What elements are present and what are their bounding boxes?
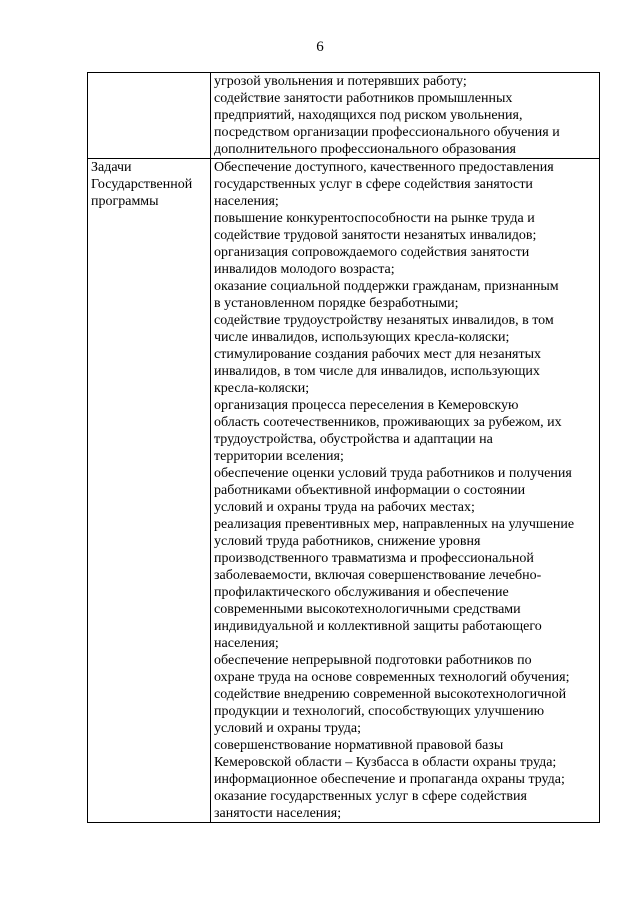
content-line: угрозой увольнения и потерявших работу;: [214, 74, 467, 89]
content-line: работниками объективной информации о состоянии: [214, 483, 526, 498]
content-line: заболеваемости, включая совершенствование лечебно-: [214, 568, 542, 583]
content-line: оказание социальной поддержки гражданам, признанным: [214, 279, 559, 294]
row-label-cell: [88, 73, 211, 159]
content-line: обеспечение оценки условий труда работников и получения: [214, 466, 572, 481]
content-line: повышение конкурентоспособности на рынке труда и: [214, 211, 535, 226]
label-line: Задачи: [91, 160, 132, 175]
content-line: государственных услуг в сфере содействия занятости: [214, 177, 533, 192]
label-line: Государственной: [91, 177, 193, 192]
content-line: содействие трудоустройству незанятых инвалидов, в том: [214, 313, 554, 328]
content-line: стимулирование создания рабочих мест для незанятых: [214, 347, 542, 362]
table-row: [88, 159, 600, 823]
content-line: трудоустройства, обустройства и адаптации на: [214, 432, 493, 447]
page-number: 6: [316, 39, 324, 55]
row-label-cell: [88, 159, 211, 823]
content-line: содействие трудовой занятости незанятых инвалидов;: [214, 228, 537, 243]
content-line: информационное обеспечение и пропаганда охраны труда;: [214, 772, 565, 787]
content-line: в установленном порядке безработными;: [214, 296, 459, 311]
content-line: охране труда на основе современных технологий обучения;: [214, 670, 570, 685]
content-line: населения;: [214, 636, 279, 651]
content-line: дополнительного профессионального образования: [214, 142, 516, 157]
content-line: обеспечение непрерывной подготовки работников по: [214, 653, 532, 668]
content-line: организация сопровождаемого содействия занятости: [214, 245, 530, 260]
content-line: производственного травматизма и профессиональной: [214, 551, 534, 566]
table-row: [88, 73, 600, 159]
content-line: условий и охраны труда на рабочих местах;: [214, 500, 475, 515]
content-line: современными высокотехнологичными средствами: [214, 602, 521, 617]
content-line: числе инвалидов, использующих кресла-коляски;: [214, 330, 510, 345]
content-line: реализация превентивных мер, направленных на улучшение: [214, 517, 575, 532]
content-line: Кемеровской области – Кузбасса в области охраны труда;: [214, 755, 557, 770]
row-content-cell: [211, 159, 600, 823]
content-line: инвалидов, в том числе для инвалидов, использующих: [214, 364, 540, 379]
content-line: предприятий, находящихся под риском увольнения,: [214, 108, 523, 123]
content-line: Обеспечение доступного, качественного предоставления: [214, 160, 554, 175]
content-line: условий и охраны труда;: [214, 721, 361, 736]
content-line: продукции и технологий, способствующих улучшению: [214, 704, 545, 719]
row-content-cell: [211, 73, 600, 159]
content-line: область соотечественников, проживающих за рубежом, их: [214, 415, 562, 430]
content-line: содействие внедрению современной высокотехнологичной: [214, 687, 567, 702]
content-line: условий труда работников, снижение уровня: [214, 534, 481, 549]
content-line: занятости населения;: [214, 806, 342, 821]
content-line: территории вселения;: [214, 449, 344, 464]
content-line: совершенствование нормативной правовой базы: [214, 738, 504, 753]
content-line: содействие занятости работников промышленных: [214, 91, 513, 106]
content-line: организация процесса переселения в Кемеровскую: [214, 398, 519, 413]
content-line: населения;: [214, 194, 279, 209]
content-line: посредством организации профессионального обучения и: [214, 125, 560, 140]
label-line: программы: [91, 194, 159, 209]
content-line: оказание государственных услуг в сфере содействия: [214, 789, 527, 804]
content-line: профилактического обслуживания и обеспечение: [214, 585, 509, 600]
program-passport-table: [87, 72, 600, 823]
content-line: инвалидов молодого возраста;: [214, 262, 395, 277]
content-line: кресла-коляски;: [214, 381, 310, 396]
content-line: индивидуальной и коллективной защиты работающего: [214, 619, 542, 634]
